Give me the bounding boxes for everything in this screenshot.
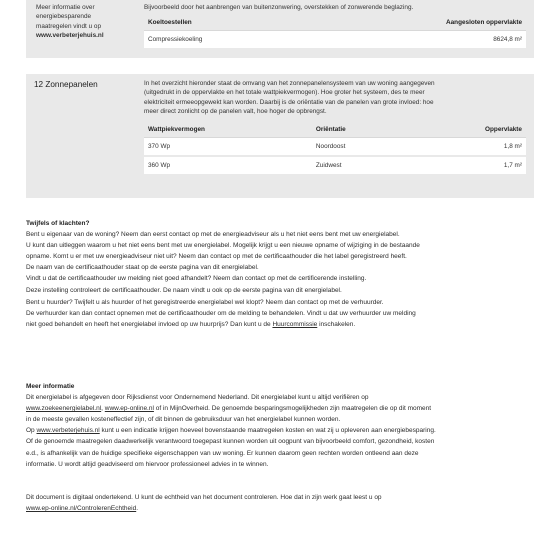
line-text: of in MijnOverheid. De genoemde besparingsmogelijkheden zijn maatregelen die op dit moment <box>153 405 432 413</box>
huurder-section <box>26 297 534 330</box>
table-header: Oppervlakte <box>410 122 526 138</box>
table-cell: 1,8 m² <box>410 138 526 157</box>
section-11-content <box>134 0 534 58</box>
zoekeenergielabel-link[interactable]: www.zoekeenergielabel.nl <box>26 405 102 413</box>
paragraph-line: Bent u eigenaar van de woning? Neem dan eerst contact op met de energieadviseur als u het niet eens bent met uw energielabel. <box>26 231 400 239</box>
section-11-band <box>26 0 534 58</box>
line-text: inschakelen. <box>317 321 356 329</box>
section-12-desc-line: elektriciteit ermeeopgewekt kan worden. Daarbij is de oriëntatie van de panelen van grote invloed: hoe <box>144 98 434 106</box>
paragraph-line: Dit energielabel is afgegeven door Rijksdienst voor Ondernemend Nederland. Dit energielabel kunt u altijd verifiëren op <box>26 394 369 402</box>
table-header: Koeltoestellen <box>144 15 307 31</box>
table-header: Oriëntatie <box>312 122 410 138</box>
table-row <box>144 156 526 175</box>
table-row <box>144 31 526 50</box>
paragraph-line <box>26 503 534 514</box>
paragraph-line: De naam van de certificaathouder staat op de eerste pagina van dit energielabel. <box>26 264 259 272</box>
section-12-content <box>134 74 534 198</box>
twijfels-heading: Twijfels of klachten? <box>26 220 90 227</box>
paragraph-line: Of de genoemde maatregelen daadwerkelijk verantwoord toegepast kunnen worden uit oogpunt van bijvoorbeeld comfort, gezondheid, kosten <box>26 438 435 446</box>
section-12-desc-line: (uitgedrukt in de oppervlakte en het totale wattpiekvermogen). Hoe groter het systeem, des te meer <box>144 89 425 97</box>
meer-informatie-section <box>26 381 534 470</box>
meer-informatie-heading: Meer informatie <box>26 383 75 390</box>
echtheid-section <box>26 492 534 514</box>
table-cell: Noordoost <box>312 138 410 157</box>
info-line: maatregelen vindt u op <box>36 22 102 30</box>
section-11-description: Bijvoorbeeld door het aanbrengen van buitenzonwering, overstekken of zonwerende beglazing. <box>144 4 414 11</box>
table-cell: 370 Wp <box>144 138 312 157</box>
zonnepanelen-table <box>144 122 526 176</box>
paragraph-line: Dit document is digitaal ondertekend. U kunt de echtheid van het document controleren. Hoe dat in zijn werk gaat leest u op <box>26 494 382 501</box>
section-12-sidebar <box>26 74 134 198</box>
info-line: energiebesparende <box>36 13 92 21</box>
line-text: , <box>101 405 105 413</box>
paragraph-line: U kunt dan uitleggen waarom u het niet eens bent met uw energielabel. Mogelijk krijgt u een nieuwe opname of wijziging in de bestaande <box>26 242 420 250</box>
paragraph-line: in de meeste gevallen kosteneffectief zijn, of dit binnen de gebruiksduur van het energielabel kunnen worden. <box>26 416 341 424</box>
line-text: kunt u een indicatie krijgen hoeveel bovenstaande maatregelen kosten en wat zij u opleveren aan energiebesparing. <box>99 427 436 435</box>
paragraph-line: e.d., is afhankelijk van de huidige specifieke eigenschappen van uw woning. Er kunnen daarom geen rechten worden ontleend aan deze <box>26 449 419 457</box>
huurcommissie-link[interactable]: Huurcommissie <box>272 321 318 329</box>
table-cell: 1,7 m² <box>410 156 526 175</box>
paragraph-line: Deze instelling controleert de certificaathouder. De naam vindt u ook op de eerste pagina van dit energielabel. <box>26 286 342 294</box>
section-11-sidebar <box>26 0 134 58</box>
paragraph-line <box>26 403 534 414</box>
info-line: Meer informatie over <box>36 4 95 11</box>
table-cell: Zuidwest <box>312 156 410 175</box>
verbeterjehuis-link[interactable]: www.verbeterjehuis.nl <box>36 427 100 435</box>
controleren-echtheid-link[interactable]: www.ep-online.nl/ControlerenEchtheid <box>26 505 137 513</box>
verbeterjehuis-link[interactable]: www.verbeterjehuis.nl <box>36 31 104 39</box>
paragraph-line: De verhuurder kan dan contact opnemen met de certificaathouder om de melding te behandelen. Vindt u dat uw verhuurder uw melding <box>26 310 416 318</box>
table-cell: 360 Wp <box>144 156 312 175</box>
section-12-band <box>26 74 534 198</box>
section-12-desc-line: In het overzicht hieronder staat de omvang van het zonnepanelensysteem van uw woning aangegeven <box>144 80 435 87</box>
ep-online-link[interactable]: www.ep-online.nl <box>104 405 154 413</box>
table-cell: Compressiekoeling <box>144 31 307 50</box>
line-text: niet goed behandelt en heeft het energielabel invloed op uw huurprijs? Dan kunt u de <box>26 321 273 329</box>
paragraph-line <box>26 319 534 330</box>
koeltoestellen-table <box>144 15 526 50</box>
line-text: . <box>136 505 139 513</box>
section-12-desc-line: meer direct zonlicht op de panelen valt, hoe hoger de opbrengst. <box>144 107 327 115</box>
table-header: Wattpiekvermogen <box>144 122 312 138</box>
twijfels-section <box>26 218 534 296</box>
line-text: Op <box>26 427 37 435</box>
section-12-title: 12 Zonnepanelen <box>34 80 98 89</box>
paragraph-line: informatie. U wordt altijd geadviseerd om hiervoor professioneel advies in te winnen. <box>26 460 269 468</box>
paragraph-line <box>26 425 534 436</box>
table-row <box>144 138 526 157</box>
paragraph-line: Vindt u dat de certificaathouder uw melding niet goed afhandelt? Neem dan contact op met de certificerende instelling. <box>26 275 367 283</box>
table-header: Aangesloten oppervlakte <box>307 15 526 31</box>
paragraph-line: Bent u huurder? Twijfelt u als huurder of het geregistreerde energielabel wel klopt? Neem dan contact op met de verhuurder. <box>26 299 384 306</box>
table-cell: 8624,8 m² <box>307 31 526 50</box>
paragraph-line: opname. Komt u er met uw energieadviseur niet uit? Neem dan contact op met de certificaathouder die het label geregistreerd heeft. <box>26 253 407 261</box>
